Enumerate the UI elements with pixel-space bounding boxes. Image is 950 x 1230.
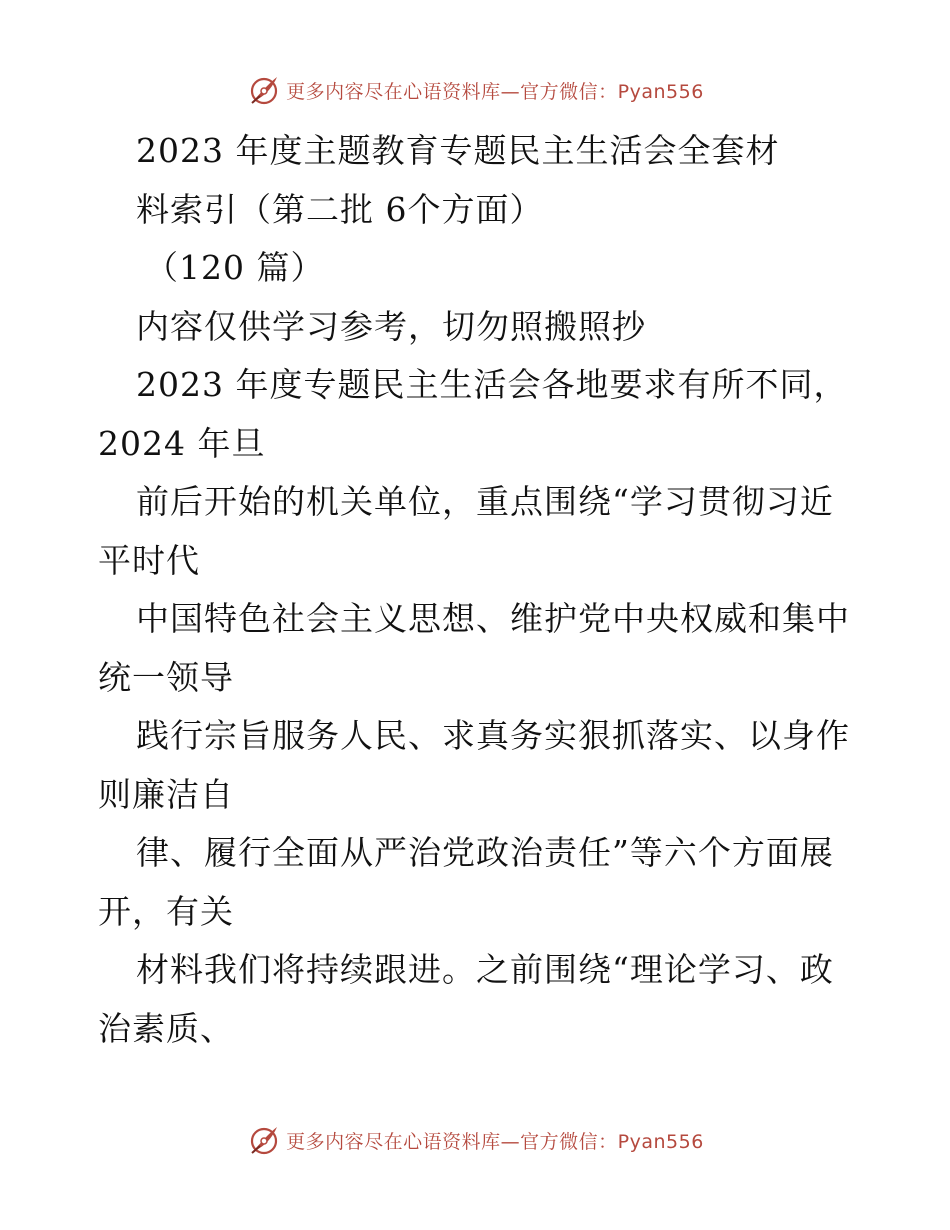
text-line: （120 篇） xyxy=(145,248,325,287)
text-line: 材料我们将持续跟进。之前围绕“理论学习、政 xyxy=(136,950,834,989)
text-line: 前后开始的机关单位，重点围绕“学习贯彻习近 xyxy=(136,482,834,521)
text-line: 开，有关 xyxy=(98,891,234,931)
text-line: 内容仅供学习参考，切勿照搬照抄 xyxy=(136,306,646,346)
header-watermark xyxy=(0,70,950,110)
text-line: 统一领导 xyxy=(98,657,234,697)
text-line: 则廉洁自 xyxy=(98,774,234,814)
footer-watermark xyxy=(0,1120,950,1160)
watermark-text: 更多内容尽在心语资料库—官方微信：Pyan556 xyxy=(286,1130,704,1153)
text-line: 中国特色社会主义思想、维护党中央权威和集中 xyxy=(136,599,850,638)
watermark-text: 更多内容尽在心语资料库—官方微信：Pyan556 xyxy=(286,80,704,103)
text-line: 2023 年度主题教育专题民主生活会全套材 xyxy=(136,131,780,170)
feather-quill-icon xyxy=(246,1122,282,1158)
text-line: 践行宗旨服务人民、求真务实狠抓落实、以身作 xyxy=(136,716,850,755)
text-line: 律、履行全面从严治党政治责任”等六个方面展 xyxy=(136,833,834,872)
text-line: 2024 年旦 xyxy=(98,423,266,463)
text-line: 料索引（第二批 6个方面） xyxy=(136,189,544,229)
document-body xyxy=(0,122,950,1058)
feather-quill-icon xyxy=(246,72,282,108)
text-line: 2023 年度专题民主生活会各地要求有所不同， xyxy=(136,365,848,404)
text-line: 平时代 xyxy=(98,540,200,580)
text-line: 治素质、 xyxy=(98,1008,234,1048)
